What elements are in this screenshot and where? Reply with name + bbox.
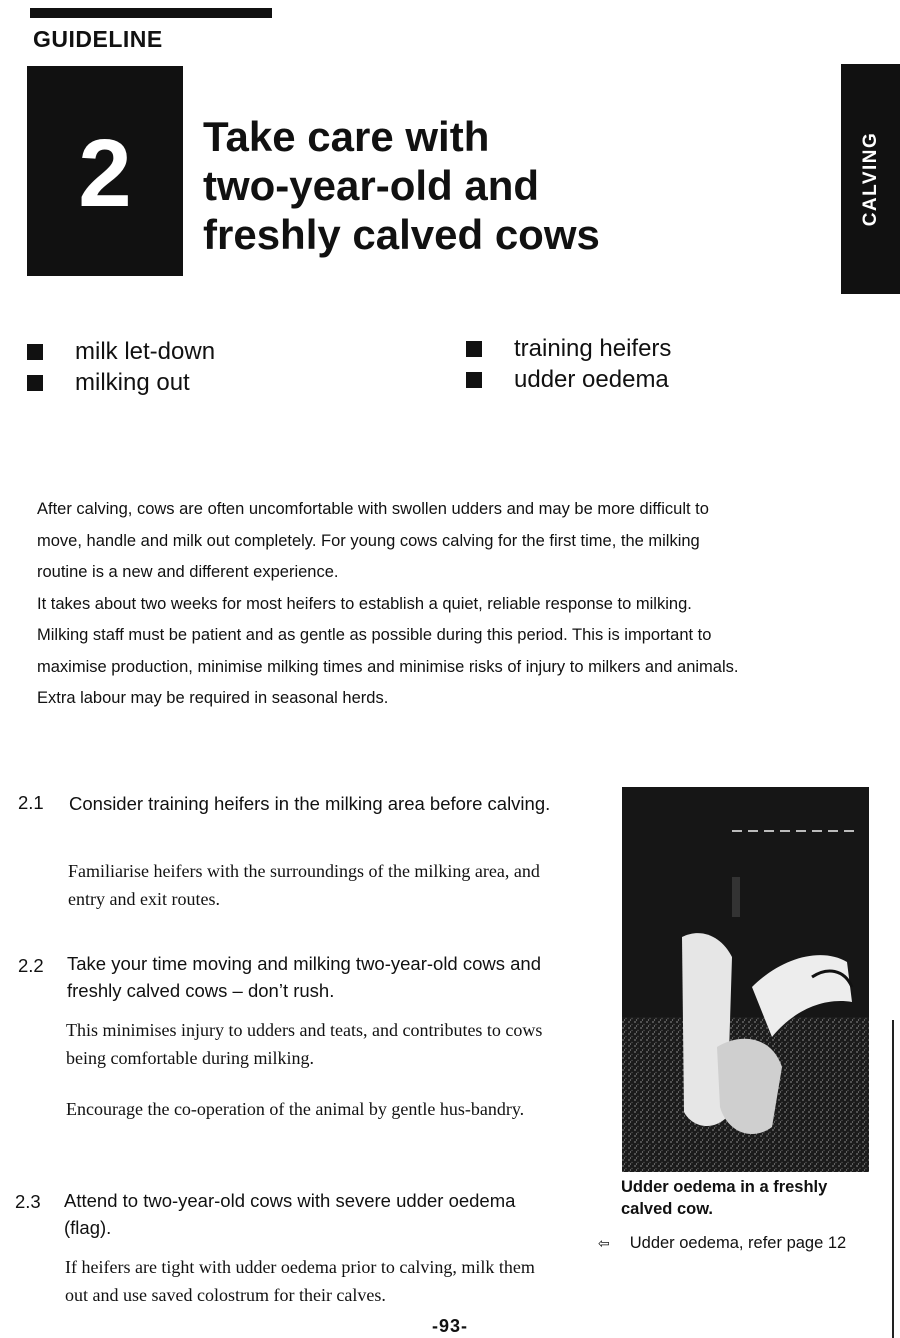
section-body: Familiarise heifers with the surroundings of the milking area, and entry and exit routes. bbox=[68, 861, 540, 909]
guideline-number-box bbox=[27, 66, 183, 276]
intro-line: It takes about two weeks for most heifers to establish a quiet, reliable response to milking. bbox=[37, 594, 692, 613]
page-title bbox=[203, 112, 803, 259]
intro-line: maximise production, minimise milking times and minimise risks of injury to milkers and animals. bbox=[37, 657, 739, 676]
keyword-item: training heifers bbox=[466, 333, 671, 364]
guideline-label: GUIDELINE bbox=[33, 26, 163, 52]
bullet-square-icon bbox=[466, 341, 482, 357]
keyword-item: milk let-down bbox=[27, 336, 215, 367]
intro-line: Milking staff must be patient and as gentle as possible during this period. This is important to bbox=[37, 626, 712, 644]
cross-reference[interactable] bbox=[598, 1234, 846, 1253]
bullet-square-icon bbox=[466, 372, 482, 388]
intro-line: Extra labour may be required in seasonal herds. bbox=[37, 689, 389, 707]
guideline-number: 2 bbox=[78, 120, 132, 227]
bullet-square-icon bbox=[27, 344, 43, 360]
keyword-item: udder oedema bbox=[466, 364, 671, 395]
keyword-list-left bbox=[27, 336, 215, 398]
title-line: freshly calved cows bbox=[203, 211, 600, 258]
section-heading: Attend to two-year-old cows with severe udder oedema (flag). bbox=[64, 1190, 516, 1238]
arrow-left-icon: ⇦ bbox=[598, 1235, 610, 1251]
page-number: -93- bbox=[431, 1316, 468, 1336]
section-tab bbox=[841, 64, 900, 294]
section-number: 2.2 bbox=[18, 955, 44, 976]
title-line: two-year-old and bbox=[203, 162, 540, 209]
intro-line: move, handle and milk out completely. For young cows calving for the first time, the milking bbox=[37, 531, 700, 550]
keyword-item: milking out bbox=[27, 367, 215, 398]
cow-photo-illustration bbox=[622, 787, 869, 1172]
udder-oedema-photo bbox=[622, 787, 869, 1172]
page-edge-line bbox=[892, 1020, 894, 1338]
intro-line: After calving, cows are often uncomfortable with swollen udders and may be more difficult to bbox=[37, 500, 709, 518]
section-tab-label: CALVING bbox=[859, 131, 881, 227]
section-heading: Take your time moving and milking two-year-old cows and freshly calved cows – don’t rush. bbox=[67, 953, 542, 1001]
section-body: If heifers are tight with udder oedema prior to calving, milk them out and use saved colostrum for their calves. bbox=[65, 1257, 535, 1305]
section-body: This minimises injury to udders and teats, and contributes to cows being comfortable during milking. bbox=[66, 1020, 543, 1068]
intro-line: routine is a new and different experience. bbox=[37, 563, 339, 581]
intro-paragraph bbox=[37, 494, 867, 715]
figure-caption: Udder oedema in a freshly calved cow. bbox=[621, 1178, 828, 1218]
bullet-square-icon bbox=[27, 375, 43, 391]
section-number: 2.1 bbox=[18, 792, 44, 813]
header-rule bbox=[30, 8, 272, 18]
section-heading: Consider training heifers in the milking area before calving. bbox=[69, 793, 551, 814]
cross-reference-label: Udder oedema, refer page 12 bbox=[629, 1234, 847, 1252]
keyword-list-right bbox=[466, 333, 671, 395]
section-number: 2.3 bbox=[15, 1191, 41, 1212]
section-body: Encourage the co-operation of the animal by gentle hus-bandry. bbox=[66, 1099, 525, 1119]
title-line: Take care with bbox=[203, 113, 490, 160]
